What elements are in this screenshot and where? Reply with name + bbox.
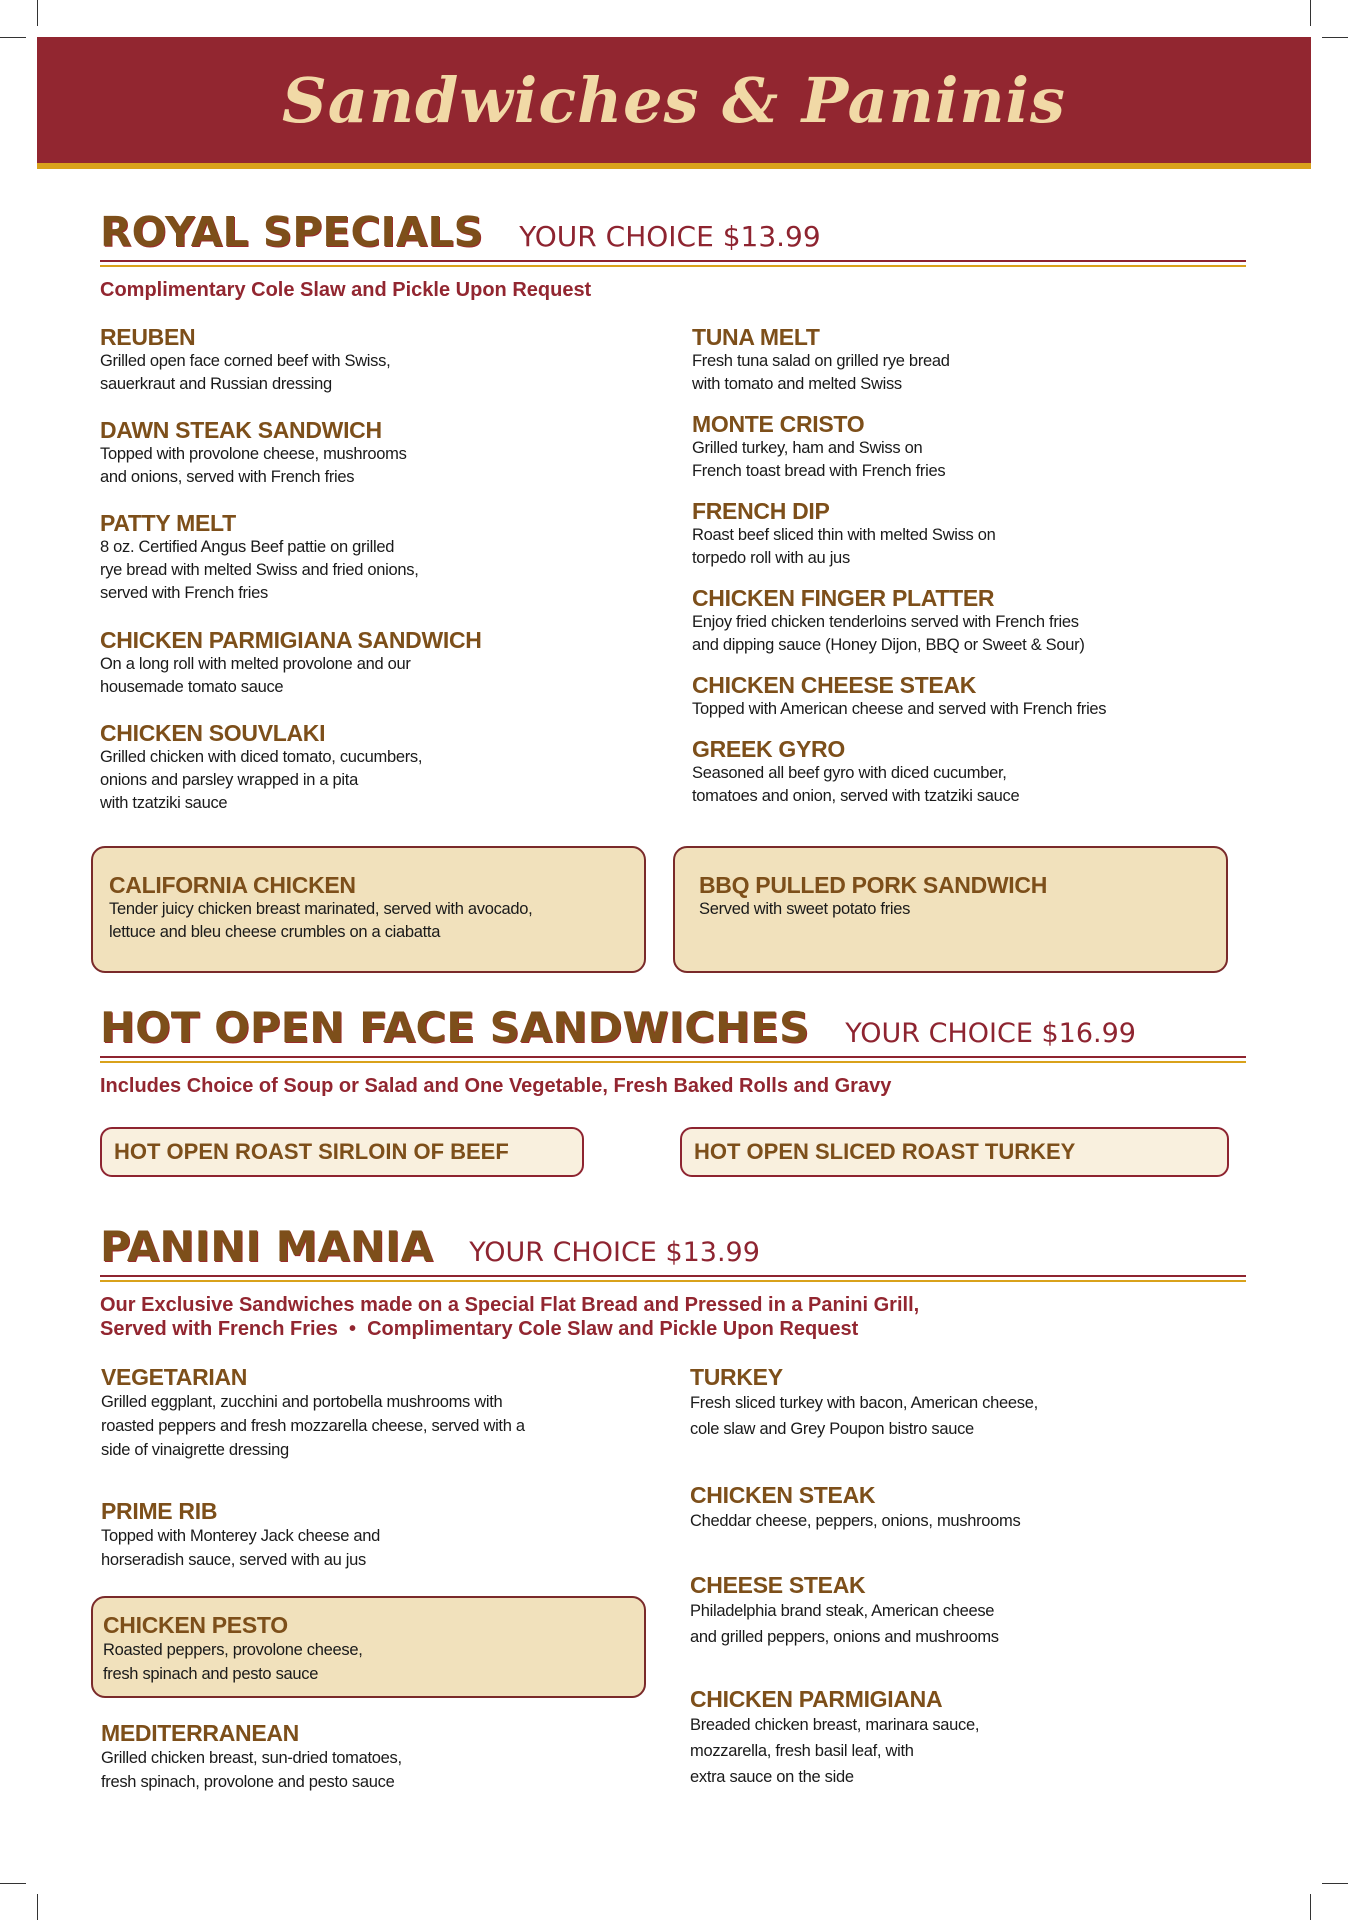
featured-item-box bbox=[91, 846, 646, 973]
crop-mark bbox=[1310, 1894, 1311, 1920]
item-name: DAWN STEAK SANDWICH bbox=[100, 417, 382, 443]
item-description: Grilled turkey, ham and Swiss on French toast bread with French fries bbox=[692, 439, 946, 480]
menu-item-pill bbox=[100, 1127, 584, 1177]
divider bbox=[100, 1280, 1246, 1282]
menu-item bbox=[100, 417, 407, 489]
item-name: REUBEN bbox=[100, 324, 196, 350]
item-name: HOT OPEN SLICED ROAST TURKEY bbox=[694, 1139, 1076, 1164]
page-title: Sandwiches & Paninis bbox=[282, 63, 1066, 137]
menu-item bbox=[692, 324, 950, 396]
item-description: Topped with provolone cheese, mushrooms and onions, served with French fries bbox=[100, 445, 407, 486]
item-name: CHICKEN PARMIGIANA SANDWICH bbox=[100, 627, 482, 653]
menu-item bbox=[692, 498, 996, 570]
section-subtitle: Complimentary Cole Slaw and Pickle Upon Request bbox=[100, 279, 592, 301]
section-price: YOUR CHOICE $13.99 bbox=[519, 220, 821, 253]
item-name: CHICKEN PARMIGIANA bbox=[690, 1686, 943, 1712]
item-description: Tender juicy chicken breast marinated, served with avocado, lettuce and bleu cheese crumbles on a ciabatta bbox=[109, 900, 533, 941]
item-description: Philadelphia brand steak, American cheese and grilled peppers, onions and mushrooms bbox=[690, 1602, 999, 1646]
royal-specials-header bbox=[100, 208, 1246, 302]
crop-mark bbox=[0, 1883, 26, 1884]
item-description: Served with sweet potato fries bbox=[699, 900, 911, 918]
section-subtitle-line: Served with French Fries • Complimentary Cole Slaw and Pickle Upon Request bbox=[100, 1318, 859, 1340]
section-subtitle-line: Our Exclusive Sandwiches made on a Special Flat Bread and Pressed in a Panini Grill, bbox=[100, 1294, 920, 1316]
menu-item bbox=[101, 1720, 402, 1794]
item-description: Roast beef sliced thin with melted Swiss on torpedo roll with au jus bbox=[692, 526, 996, 567]
menu-item bbox=[692, 585, 1085, 657]
item-description: Enjoy fried chicken tenderloins served with French fries and dipping sauce (Honey Dijon, BBQ or Sweet & Sour) bbox=[692, 613, 1085, 654]
menu-item bbox=[690, 1482, 1020, 1534]
section-title-row bbox=[100, 208, 1246, 256]
item-description: Fresh sliced turkey with bacon, American cheese, cole slaw and Grey Poupon bistro sauce bbox=[690, 1394, 1038, 1438]
menu-item bbox=[692, 672, 1106, 721]
divider bbox=[100, 260, 1246, 262]
item-description: Topped with Monterey Jack cheese and horseradish sauce, served with au jus bbox=[101, 1527, 381, 1569]
item-description: Topped with American cheese and served with French fries bbox=[692, 700, 1107, 718]
item-name: CALIFORNIA CHICKEN bbox=[109, 872, 356, 898]
divider bbox=[100, 265, 1246, 267]
featured-item-box bbox=[91, 1596, 646, 1698]
item-name: CHICKEN CHEESE STEAK bbox=[692, 672, 977, 698]
crop-mark bbox=[37, 0, 38, 26]
item-name: PATTY MELT bbox=[100, 510, 236, 536]
menu-item bbox=[101, 1364, 525, 1462]
menu-item bbox=[100, 627, 482, 699]
item-name: PRIME RIB bbox=[101, 1498, 218, 1524]
item-description: On a long roll with melted provolone and our housemade tomato sauce bbox=[100, 655, 411, 696]
divider bbox=[100, 1275, 1246, 1277]
item-name: CHICKEN STEAK bbox=[690, 1482, 876, 1508]
crop-mark bbox=[37, 1894, 38, 1920]
panini-mania-header bbox=[100, 1222, 1246, 1341]
item-name: HOT OPEN ROAST SIRLOIN OF BEEF bbox=[114, 1139, 509, 1164]
featured-item-box bbox=[673, 846, 1228, 973]
item-name: MONTE CRISTO bbox=[692, 411, 865, 437]
menu-item bbox=[101, 1498, 380, 1572]
menu-item bbox=[690, 1364, 1038, 1442]
item-description: Grilled open face corned beef with Swiss, sauerkraut and Russian dressing bbox=[100, 352, 391, 393]
menu-item-pill bbox=[680, 1127, 1229, 1177]
section-subtitle bbox=[100, 1293, 1246, 1341]
item-name: BBQ PULLED PORK SANDWICH bbox=[699, 872, 1048, 898]
item-name: FRENCH DIP bbox=[692, 498, 830, 524]
section-subtitle: Includes Choice of Soup or Salad and One Vegetable, Fresh Baked Rolls and Gravy bbox=[100, 1075, 892, 1097]
menu-item bbox=[690, 1686, 979, 1790]
crop-mark bbox=[0, 37, 26, 38]
item-description: Grilled chicken breast, sun-dried tomatoes, fresh spinach, provolone and pesto sauce bbox=[101, 1749, 402, 1791]
section-title: ROYAL SPECIALS bbox=[100, 208, 484, 256]
divider bbox=[100, 1056, 1246, 1058]
item-name: CHICKEN PESTO bbox=[103, 1612, 288, 1638]
item-name: MEDITERRANEAN bbox=[101, 1720, 299, 1746]
section-title-row bbox=[100, 1222, 1246, 1271]
item-description: 8 oz. Certified Angus Beef pattie on grilled rye bread with melted Swiss and fried onions, served with French fries bbox=[100, 538, 419, 602]
hot-open-face-header bbox=[100, 1003, 1246, 1098]
item-description: Seasoned all beef gyro with diced cucumber, tomatoes and onion, served with tzatziki sauce bbox=[692, 764, 1020, 805]
menu-item bbox=[692, 411, 945, 483]
item-name: TURKEY bbox=[690, 1364, 783, 1390]
item-name: CHICKEN SOUVLAKI bbox=[100, 720, 326, 746]
item-description: Grilled eggplant, zucchini and portobella mushrooms with roasted peppers and fresh mozzarella cheese, served with a side of vinaigrette dressing bbox=[101, 1393, 525, 1459]
item-description: Grilled chicken with diced tomato, cucumbers, onions and parsley wrapped in a pita with tzatziki sauce bbox=[100, 748, 423, 812]
item-name: TUNA MELT bbox=[692, 324, 820, 350]
section-title: PANINI MANIA bbox=[100, 1222, 434, 1271]
crop-mark bbox=[1310, 0, 1311, 26]
item-description: Fresh tuna salad on grilled rye bread with tomato and melted Swiss bbox=[692, 352, 950, 393]
item-name: GREEK GYRO bbox=[692, 736, 845, 762]
item-description: Roasted peppers, provolone cheese, fresh spinach and pesto sauce bbox=[103, 1641, 363, 1683]
item-description: Cheddar cheese, peppers, onions, mushrooms bbox=[690, 1512, 1021, 1530]
section-title-row bbox=[100, 1003, 1246, 1052]
item-name: VEGETARIAN bbox=[101, 1364, 248, 1390]
menu-item bbox=[100, 510, 419, 605]
item-name: CHEESE STEAK bbox=[690, 1572, 866, 1598]
divider bbox=[100, 1061, 1246, 1063]
menu-item bbox=[100, 324, 390, 396]
section-price: YOUR CHOICE $16.99 bbox=[845, 1018, 1136, 1049]
menu-item bbox=[100, 720, 422, 815]
menu-item bbox=[692, 736, 1019, 808]
page-banner bbox=[37, 37, 1311, 169]
crop-mark bbox=[1322, 1883, 1348, 1884]
item-description: Breaded chicken breast, marinara sauce, mozzarella, fresh basil leaf, with extra sauce on the side bbox=[690, 1716, 980, 1786]
crop-mark bbox=[1322, 37, 1348, 38]
section-price: YOUR CHOICE $13.99 bbox=[469, 1237, 760, 1268]
section-title: HOT OPEN FACE SANDWICHES bbox=[100, 1003, 810, 1052]
item-name: CHICKEN FINGER PLATTER bbox=[692, 585, 995, 611]
menu-item bbox=[690, 1572, 999, 1650]
